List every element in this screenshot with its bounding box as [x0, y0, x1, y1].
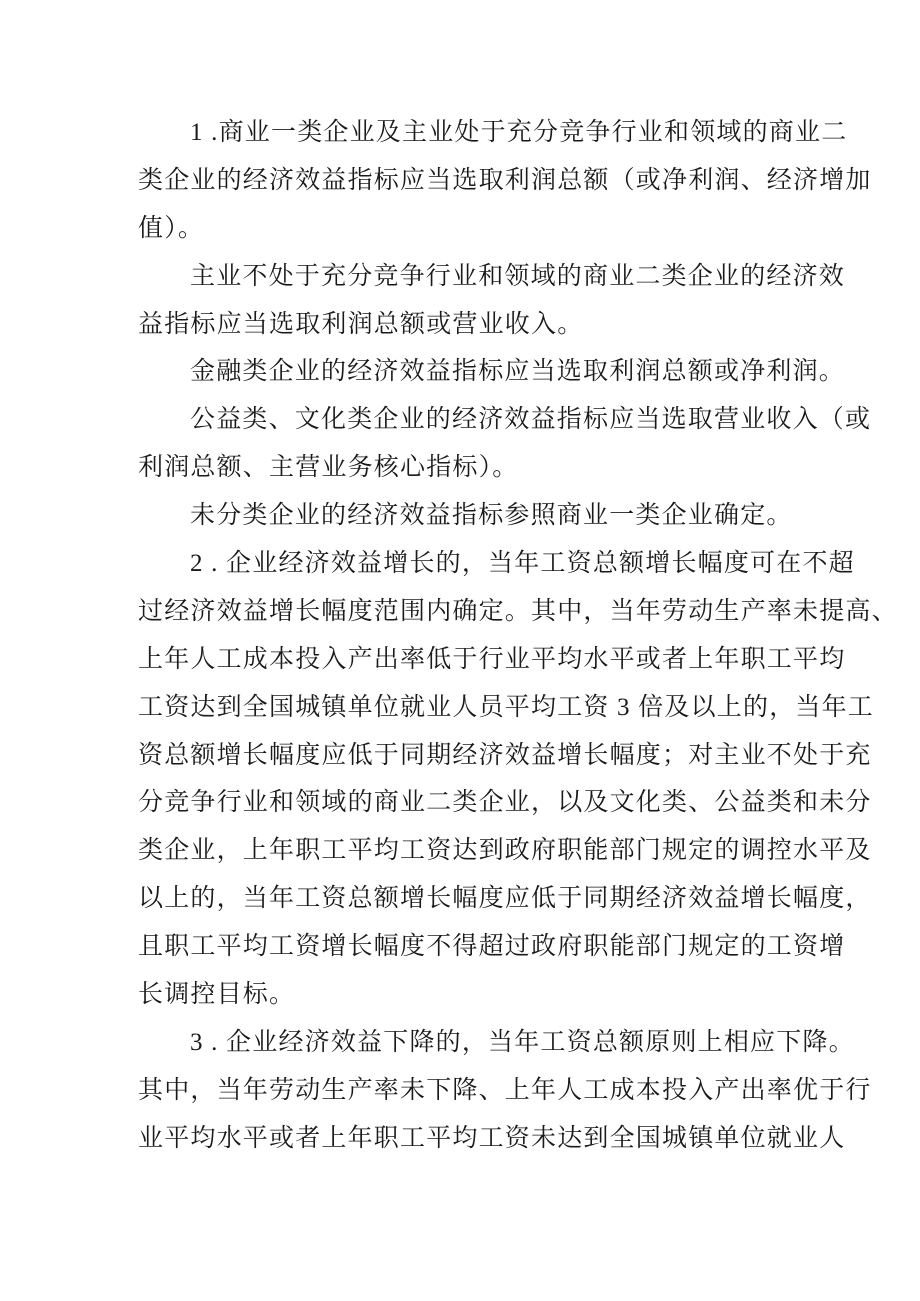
text-line: 值）。	[138, 214, 205, 242]
paragraph	[138, 1019, 872, 1163]
text-line: 且职工平均工资增长幅度不得超过政府职能部门规定的工资增	[138, 933, 846, 961]
text-line: 业平均水平或者上年职工平均工资未达到全国城镇单位就业人	[138, 1124, 846, 1152]
text-line: 益指标应当选取利润总额或营业收入。	[138, 310, 584, 338]
text-line: 过经济效益增长幅度范围内确定。其中，当年劳动生产率未提高、	[138, 597, 898, 625]
text-line: 主业不处于充分竞争行业和领域的商业二类企业的经济效	[190, 262, 846, 290]
paragraph	[138, 253, 846, 349]
paragraph	[138, 348, 846, 396]
text-line: 工资达到全国城镇单位就业人员平均工资 3 倍及以上的，当年工	[138, 693, 875, 721]
document-page	[138, 109, 898, 1163]
text-line: 资总额增长幅度应低于同期经济效益增长幅度；对主业不处于充	[138, 741, 872, 769]
text-line: 未分类企业的经济效益指标参照商业一类企业确定。	[190, 502, 793, 530]
text-line: 金融类企业的经济效益指标应当选取利润总额或净利润。	[190, 358, 846, 386]
paragraph	[138, 109, 872, 253]
text-line: 长调控目标。	[138, 981, 296, 1009]
text-line: 类企业的经济效益指标应当选取利润总额（或净利润、经济增加	[138, 166, 872, 194]
text-line: 3 . 企业经济效益下降的，当年工资总额原则上相应下降。	[190, 1028, 855, 1056]
text-line: 公益类、文化类企业的经济效益指标应当选取营业收入（或	[190, 406, 872, 434]
paragraph	[138, 492, 798, 540]
paragraph	[138, 396, 872, 492]
text-line: 利润总额、主营业务核心指标）。	[138, 454, 519, 482]
paragraph	[138, 540, 898, 1019]
text-line: 类企业，上年职工平均工资达到政府职能部门规定的调控水平及	[138, 837, 872, 865]
text-line: 分竞争行业和领域的商业二类企业，以及文化类、公益类和未分	[138, 789, 872, 817]
text-line: 1 .商业一类企业及主业处于充分竞争行业和领域的商业二	[190, 119, 848, 146]
text-line: 2 . 企业经济效益增长的，当年工资总额增长幅度可在不超	[190, 550, 855, 578]
text-line: 上年人工成本投入产出率低于行业平均水平或者上年职工平均	[138, 645, 846, 673]
text-line: 以上的，当年工资总额增长幅度应低于同期经济效益增长幅度，	[138, 885, 872, 913]
text-line: 其中，当年劳动生产率未下降、上年人工成本投入产出率优于行	[138, 1076, 872, 1104]
